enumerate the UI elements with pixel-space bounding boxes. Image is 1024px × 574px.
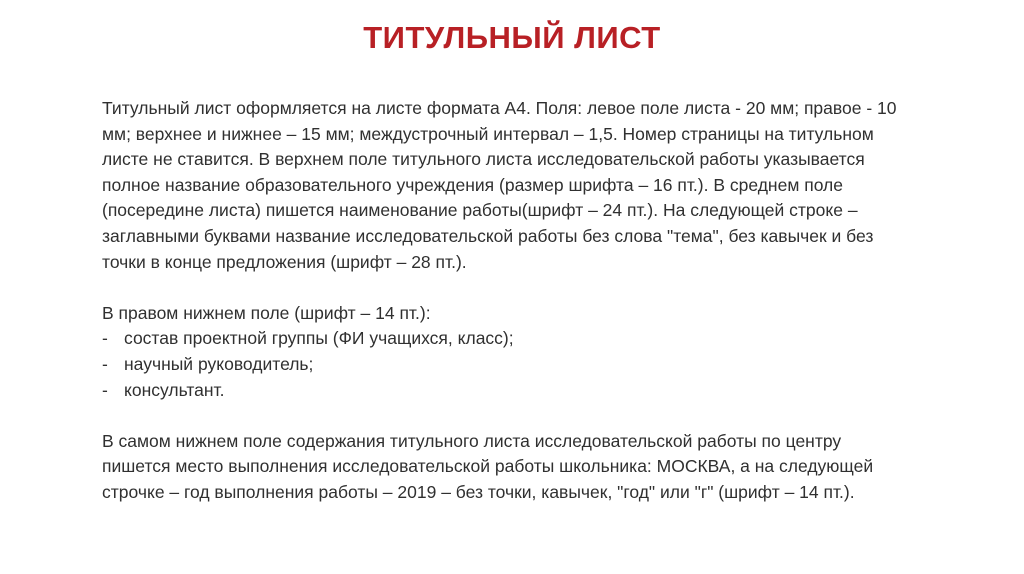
list-item [102, 326, 902, 352]
paragraph-bottom-field: В самом нижнем поле содержания титульного листа исследовательской работы по центру пишется место выполнения исследовательской работы школьника: МОСКВА, а на следующей строчке – год выполнения работы – 2019 – без точки, кавычек, "год" или "г" (шрифт – 14 пт.). [102, 430, 874, 502]
list-item-text: состав проектной группы (ФИ учащихся, класс); [124, 328, 514, 349]
paragraph-page-format: Титульный лист оформляется на листе формата А4. Поля: левое поле листа - 20 мм; правое - 10 мм; верхнее и нижнее – 15 мм; междустрочный интервал – 1,5. Номер страницы на титульном листе не ставится. В верхнем поле титульного листа исследовательской работы указывается полное название образовательного учреждения (размер шрифта – 16 пт.). В среднем поле (посередине листа) пишется наименование работы(шрифт – 24 пт.). На следующей строке – заглавными буквами название исследовательской работы без слова "тема", без кавычек и без точки в конце предложения (шрифт – 28 пт.). [102, 98, 897, 272]
list-dash-marker: - [102, 353, 108, 374]
paragraph-spacer [102, 275, 902, 301]
paragraph-bottom-right-intro: В правом нижнем поле (шрифт – 14 пт.): [102, 302, 431, 323]
paragraph-spacer [102, 403, 902, 429]
list-dash-marker: - [102, 379, 108, 400]
list-item-text: научный руководитель; [124, 353, 314, 374]
slide-body [102, 96, 902, 506]
bottom-right-list [102, 326, 902, 403]
list-dash-marker: - [102, 328, 108, 349]
slide-title: ТИТУЛЬНЫЙ ЛИСТ [363, 20, 661, 55]
list-item [102, 352, 902, 378]
list-item [102, 378, 902, 404]
list-item-text: консультант. [124, 379, 225, 400]
